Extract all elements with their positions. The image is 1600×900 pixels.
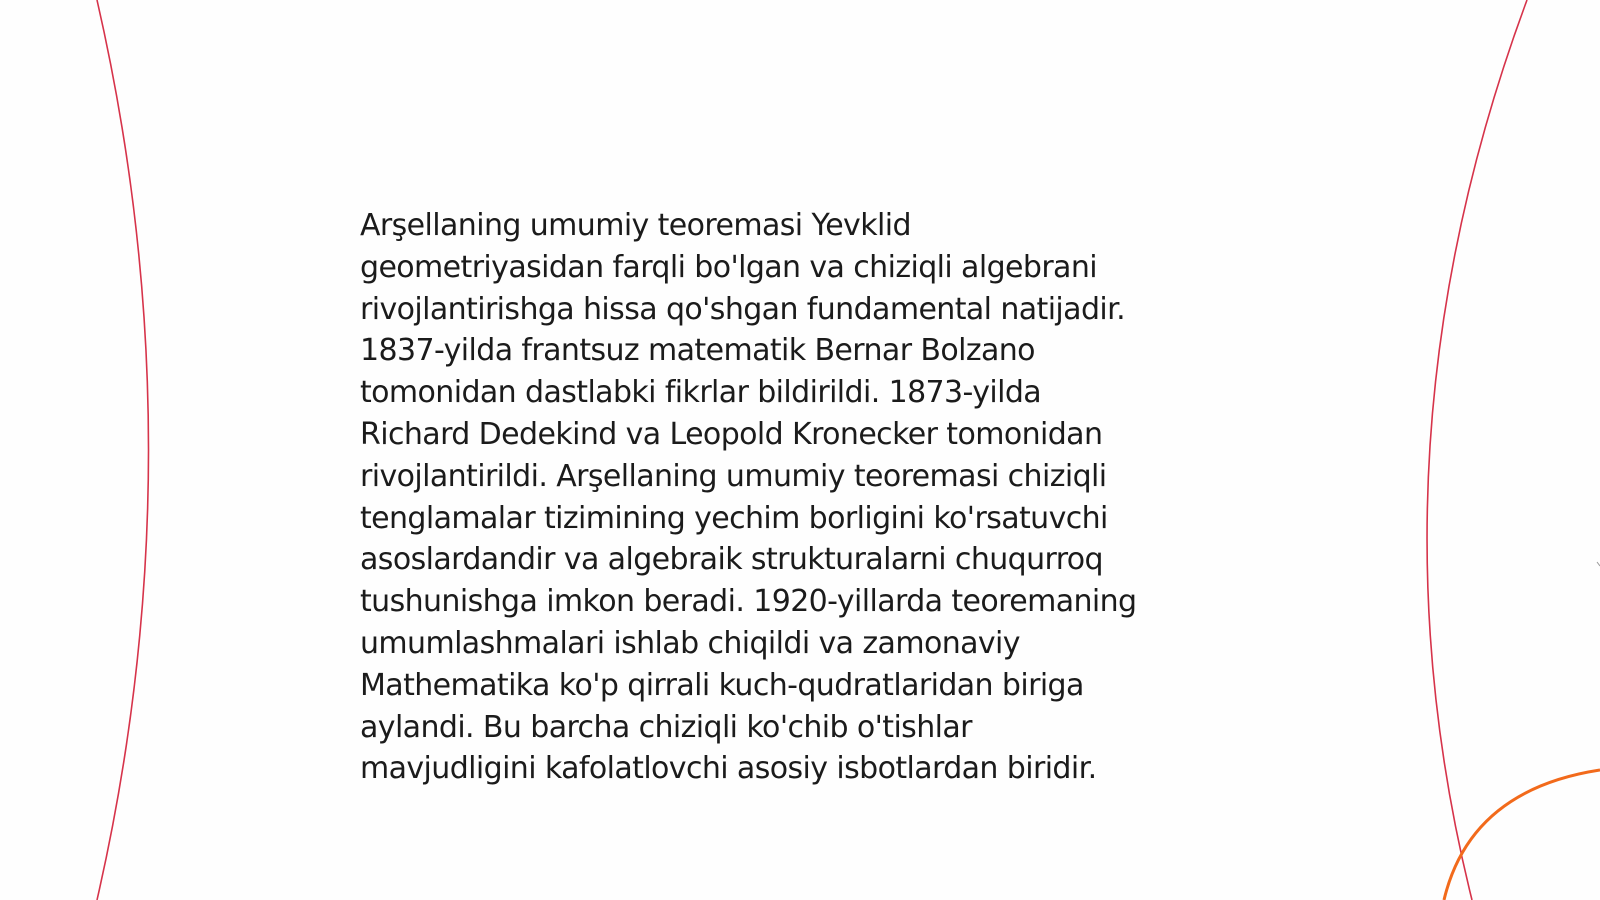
paragraph-line: umumlashmalari ishlab chiqildi va zamonaviy [360, 625, 1020, 661]
paragraph-line: tushunishga imkon beradi. 1920-yillarda teoremaning [360, 584, 1137, 620]
body-paragraph [360, 205, 1260, 790]
paragraph-line: Richard Dedekind va Leopold Kronecker tomonidan [360, 416, 1103, 452]
paragraph-line: rivojlantirishga hissa qo'shgan fundamental natijadir. [360, 291, 1126, 327]
right-curve [1427, 0, 1527, 900]
paragraph-line: aylandi. Bu barcha chiziqli ko'chib o'tishlar [360, 709, 972, 745]
paragraph-line: mavjudligini kafolatlovchi asosiy isbotlardan biridir. [360, 751, 1097, 787]
paragraph-line: Arşellaning umumiy teoremasi Yevklid [360, 208, 911, 243]
paragraph-line: Mathematika ko'p qirrali kuch-qudratlaridan biriga [360, 667, 1084, 703]
paragraph-line: tenglamalar tizimining yechim borligini ko'rsatuvchi [360, 500, 1108, 536]
paragraph-line: asoslardandir va algebraik strukturalarni chuqurroq [360, 542, 1103, 578]
paragraph-line: geometriyasidan farqli bo'lgan va chiziqli algebrani [360, 249, 1097, 285]
orange-arc [1444, 770, 1600, 900]
paragraph-line: 1837-yilda frantsuz matematik Bernar Bolzano [360, 333, 1035, 369]
left-curve [97, 0, 149, 900]
paragraph-line: tomonidan dastlabki fikrlar bildirildi. 1873-yilda [360, 375, 1042, 411]
paragraph-line: rivojlantirildi. Arşellaning umumiy teoremasi chiziqli [360, 458, 1107, 494]
